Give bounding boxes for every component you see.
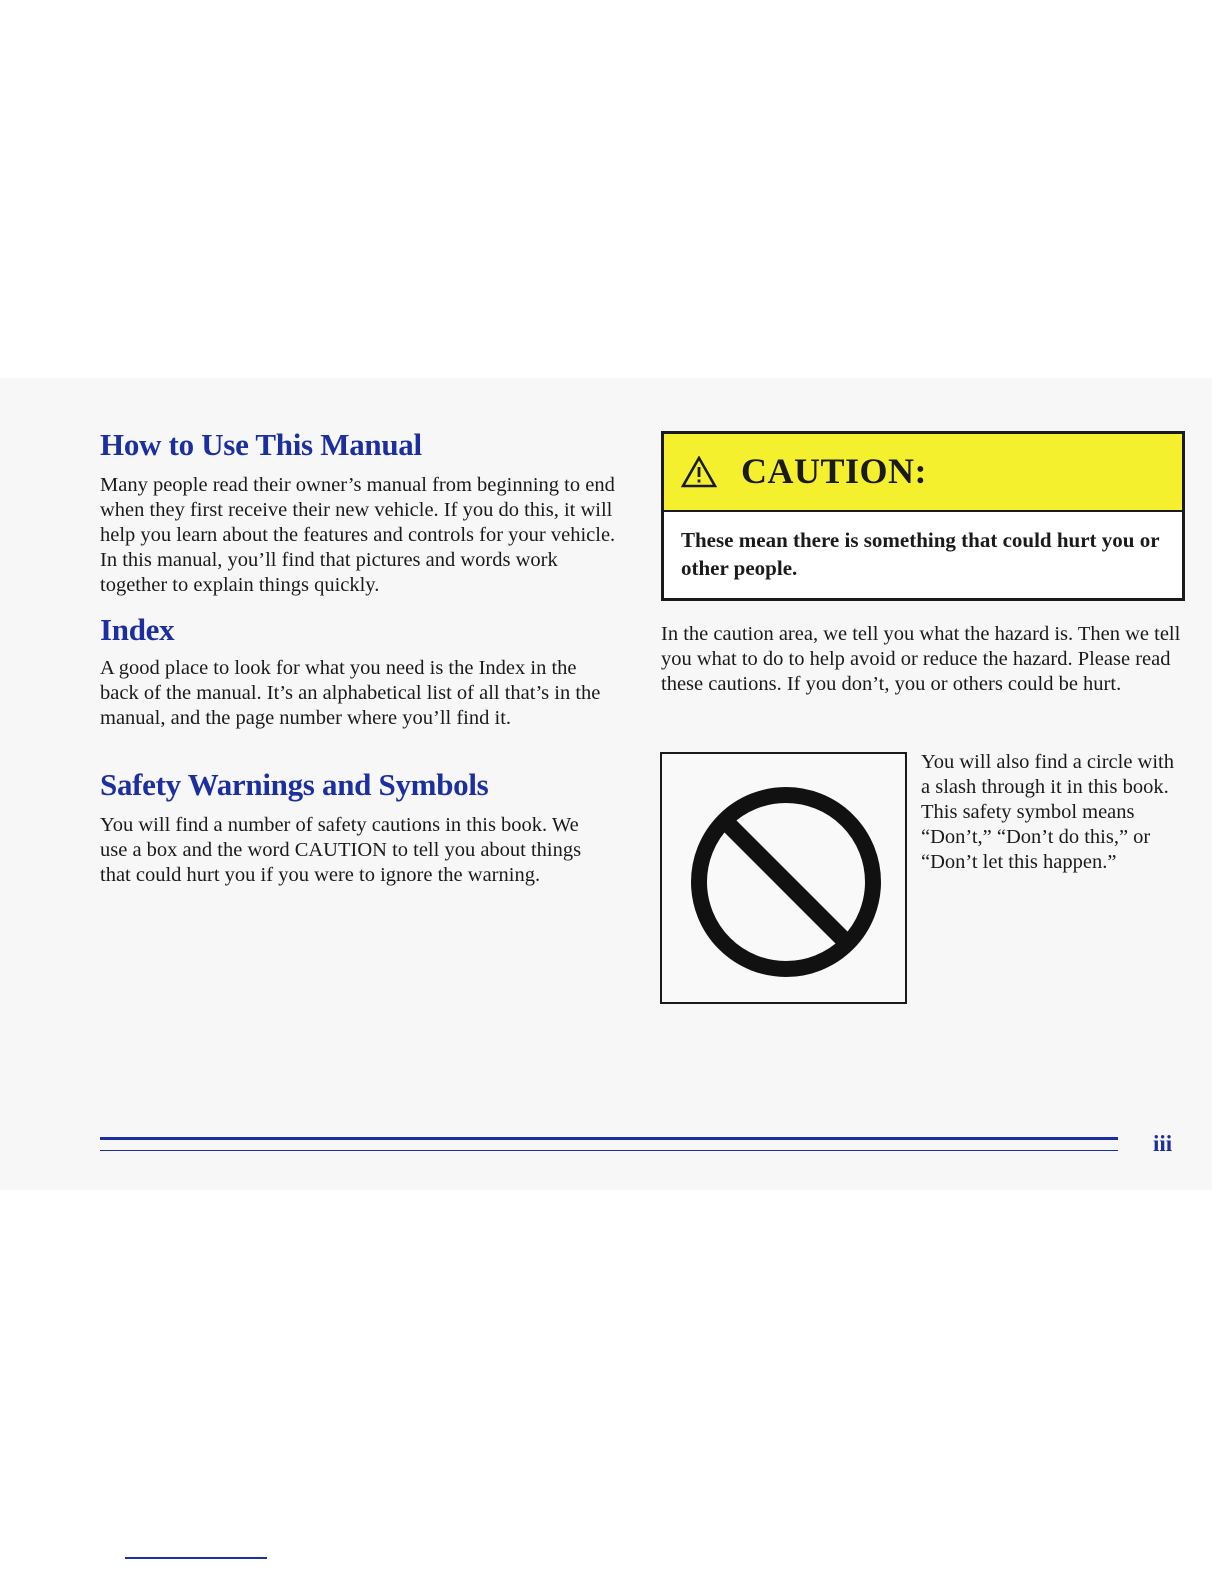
section-body-safety: You will find a number of safety cautions in this book. We use a box and the word CAUTION to tell you about things that could hurt you if you were to ignore the warning. <box>100 814 582 886</box>
caution-title: CAUTION: <box>741 451 928 491</box>
bottom-divider <box>125 1557 267 1559</box>
section-title-index: Index <box>100 612 175 647</box>
section-body-index: A good place to look for what you need is the Index in the back of the manual. It’s an alphabetical list of all that’s in the manual, and the page number where you’ll find it. <box>100 657 601 729</box>
symbol-description: You will also find a circle with a slash through it in this book. This safety symbol means “Don’t,” “Don’t do this,” or “Don’t let this happen.” <box>921 751 1174 873</box>
footer-rule-thin <box>100 1150 1118 1151</box>
warning-triangle-icon <box>681 456 717 488</box>
footer-rule <box>100 1137 1118 1140</box>
page-number: iii <box>1153 1131 1173 1156</box>
section-title-how-to-use: How to Use This Manual <box>100 427 422 462</box>
caution-explanation: In the caution area, we tell you what the hazard is. Then we tell you what to do to help avoid or reduce the hazard. Please read these cautions. If you don’t, you or others could be hurt. <box>661 623 1181 695</box>
caution-box <box>661 431 1185 601</box>
caution-header <box>664 434 1182 512</box>
caution-message: These mean there is something that could hurt you or other people. <box>681 528 1160 580</box>
section-title-safety: Safety Warnings and Symbols <box>100 767 489 802</box>
prohibition-icon <box>662 754 905 1002</box>
safety-symbol-frame <box>660 752 907 1004</box>
section-body-how-to-use: Many people read their owner’s manual from beginning to end when they first receive their new vehicle. If you do this, it will help you learn about the features and controls for your vehicle. In this manual, you’ll find that pictures and words work together to explain things quickly. <box>100 474 616 596</box>
